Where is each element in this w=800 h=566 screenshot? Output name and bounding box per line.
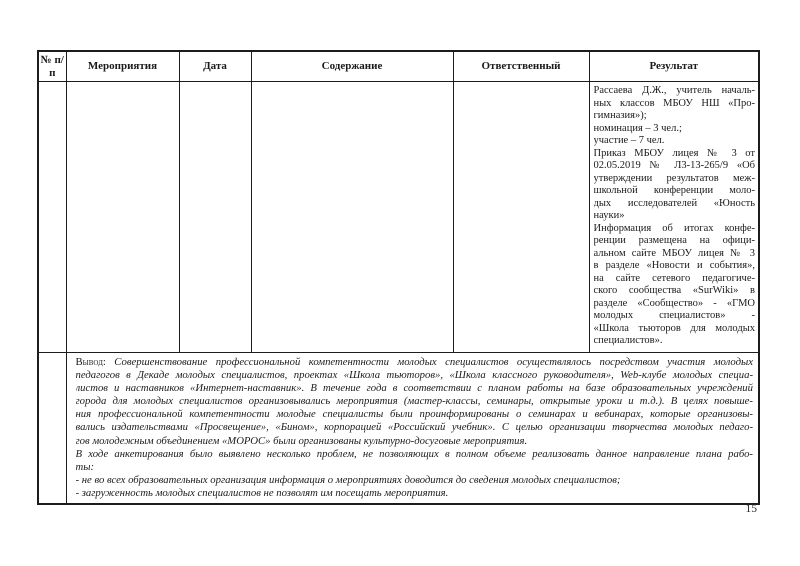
text-line: Вывод: Совершенствование профессиональной компетентности молодых специалистов осуществлялось посредством участия молодых	[75, 356, 753, 368]
conclusion-label: Вывод:	[75, 356, 115, 368]
col-header-data: Дата	[179, 51, 251, 82]
text-line: ского сообщества «SurWiki» в	[593, 285, 755, 296]
cell-conclusion-npp	[38, 353, 66, 504]
text-line: утверждении результатов меж-	[593, 172, 755, 184]
col-header-npp: № п/п	[38, 51, 66, 82]
text-line: на сайте сетевого педагогиче-	[593, 272, 755, 284]
page-number: 15	[745, 503, 757, 515]
cell-rezultat	[589, 82, 759, 353]
text-line: ных классов МБОУ НШ «Про-	[593, 97, 755, 109]
text-line: школьной конференции моло-	[593, 185, 755, 196]
cell-data	[179, 82, 251, 353]
col-header-rezultat: Результат	[589, 51, 759, 82]
result-cell-text	[590, 82, 759, 348]
table-header-row	[38, 51, 759, 82]
text-line: Рассаева Д.Ж., учитель началь-	[593, 85, 755, 96]
text-line: «Школа тьюторов для молодых	[593, 322, 755, 334]
cell-conclusion	[66, 353, 759, 504]
text-line: гимназия»);	[593, 110, 647, 121]
text-line: - не во всех образовательных организация информация о мероприятиях доводится до сведения молодых специалистов;	[75, 473, 621, 486]
text-line: 02.05.2019 № Л3-13-265/9 «Об	[593, 160, 755, 171]
text-line: разделе «Сообщество» - «ГМО	[593, 297, 755, 309]
conclusion-text	[67, 353, 759, 500]
cell-otvetstvenny	[453, 82, 589, 353]
text-line: номинация – 3 чел.;	[593, 122, 682, 134]
col-header-otvetstvenny: Ответственный	[453, 51, 589, 82]
text-line: листов и наставников «Интернет-наставник». В течение года в соответствии с планом работы на базе образовательных учреждений	[75, 382, 753, 395]
table-conclusion-row	[38, 353, 759, 504]
text-line: Информация об итогах конфе-	[593, 222, 755, 234]
text-line: Приказ МБОУ лицея № 3 от	[593, 147, 755, 159]
text-line: педагогов в Декаде молодых специалистов, проектах «Школа тьюторов», «Школа классного руководителя», Web-клубе молодых специа-	[75, 369, 753, 382]
text-line: участие – 7 чел.	[593, 135, 665, 146]
col-header-soderzhanie: Содержание	[251, 51, 453, 82]
text-line: ния профессиональной компетентности молодые специалисты были проинформированы о семинарах и вебинарах, которые организовы-	[75, 408, 753, 421]
text-line: города для молодых специалистов организовывались мероприятия (мастер-классы, семинары, открытые уроки и т.д.). В целях повыше-	[75, 395, 753, 408]
text-line: ренции размещена на офици-	[593, 235, 755, 246]
cell-npp	[38, 82, 66, 353]
text-line: молодых специалистов» -	[593, 310, 755, 321]
cell-soderzhanie	[251, 82, 453, 353]
text-line: науки»	[593, 210, 625, 221]
cell-meropriyatiya	[66, 82, 179, 353]
table-main-row	[38, 82, 759, 353]
text-line: гов молодежным объединением «МОРОС» были организованы культурно-досуговые мероприятия.	[75, 434, 528, 447]
text-line: альном сайте МБОУ лицея № 3	[593, 247, 755, 259]
activities-table	[37, 50, 760, 505]
text-line: ты:	[75, 460, 95, 473]
text-line: специалистов».	[593, 335, 663, 346]
text-line: дых исследователей «Юность	[593, 197, 755, 209]
text-line: в разделе «Новости и события»,	[593, 260, 755, 271]
text-line: вались издательствами «Просвещение», «Бином», корпорацией «Российский учебник». С целью организации творчества молодых педаго-	[75, 421, 753, 434]
col-header-meropriyatiya: Мероприятия	[66, 51, 179, 82]
text-line: В ходе анкетирования было выявлено несколько проблем, не позволяющих в полном объеме реализовать данное направление плана рабо-	[75, 447, 753, 460]
text-line: - загруженность молодых специалистов не позволят им посещать мероприятия.	[75, 486, 449, 499]
